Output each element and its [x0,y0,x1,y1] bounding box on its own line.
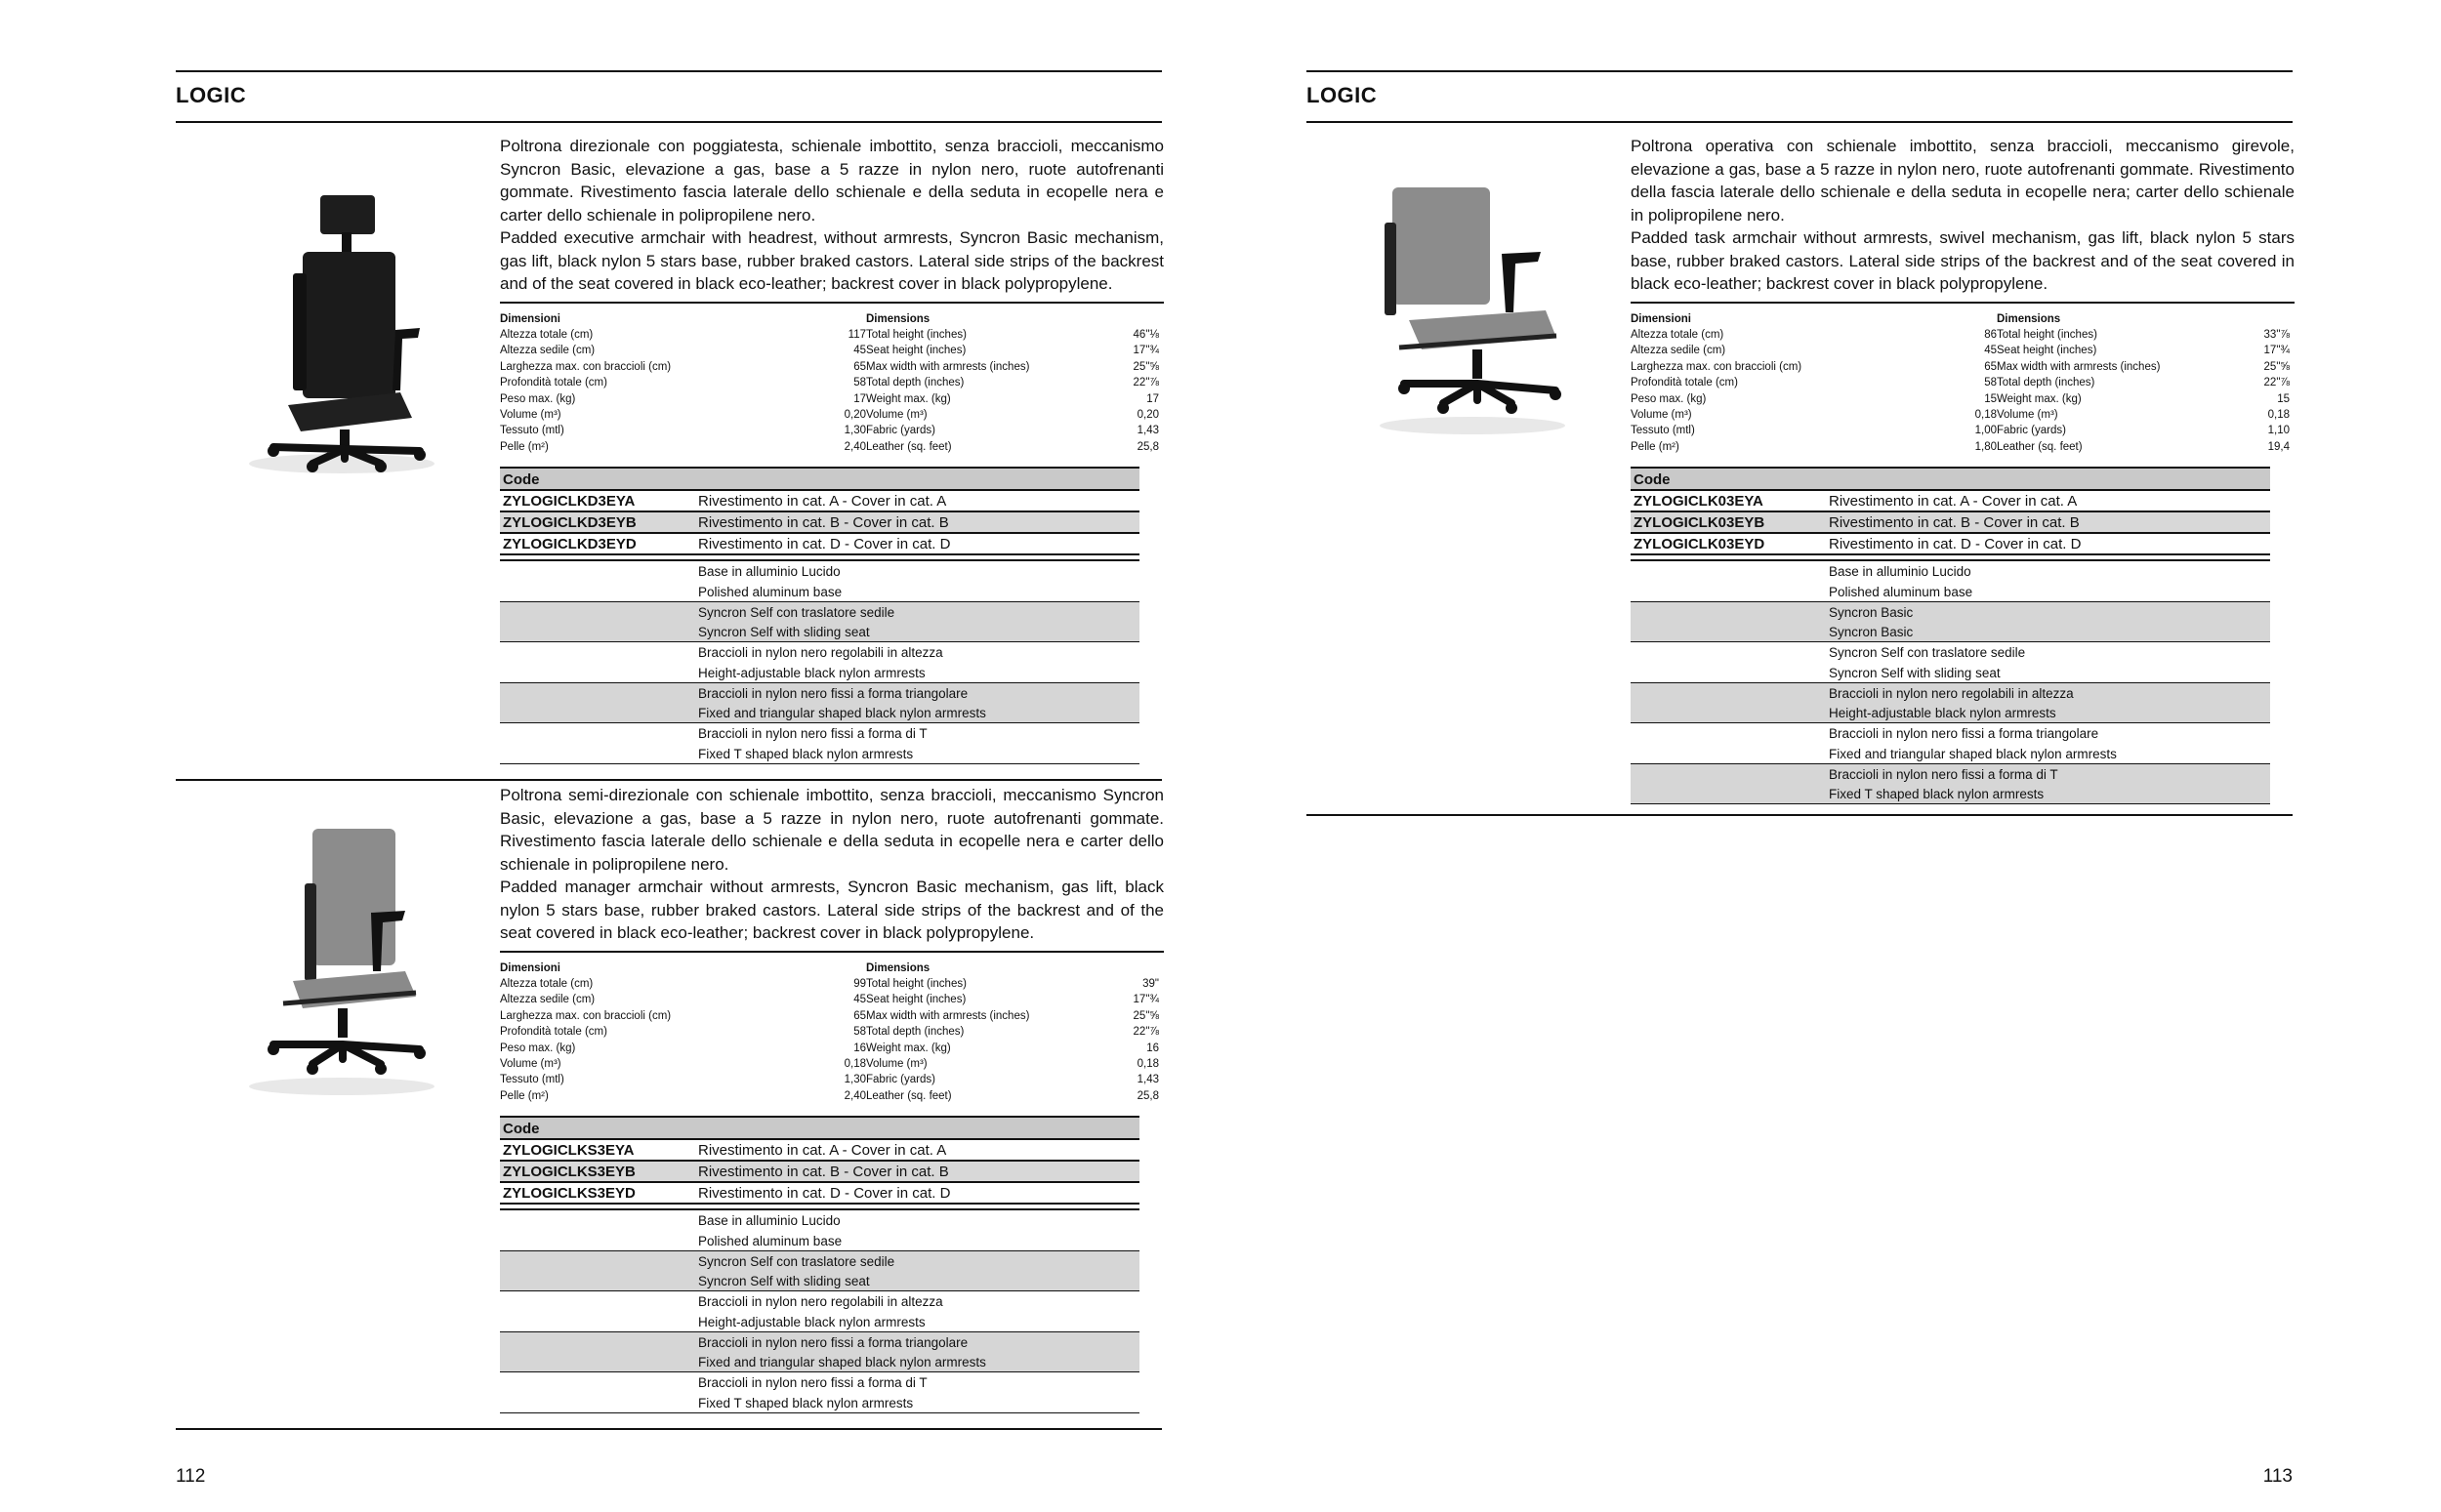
dim-value: 22"⅞ [2263,377,2290,389]
dim-value: 58 [1984,377,1997,389]
code-row [500,1183,1139,1205]
code-id: ZYLOGICLK03EYD [1634,536,1765,553]
top-rule [1306,70,2293,72]
dim-value: 2,40 [844,1089,866,1102]
option-row [500,723,1139,764]
option-row [500,683,1139,724]
option-row [1631,764,2270,805]
page-number: 112 [176,1466,206,1487]
description-italian: Poltrona semi-direzionale con schienale imbottito, senza braccioli, meccanismo Syncron Basic, elevazione a gas, base a 5 razze in nylon nero, ruote autofrenanti gommate. Rivestimento fascia laterale dello schienale e della seduta in ecopelle nera e carter dello schienale in polipropilene nero. [500,786,1164,874]
code-row [500,1162,1139,1183]
dim-value: 17"¾ [1133,994,1159,1006]
dimensions-table [500,302,1164,456]
option-it: Syncron Self con traslatore sedile [698,604,895,620]
dim-label: Altezza totale (cm) [1631,328,1724,341]
option-it: Syncron Self con traslatore sedile [698,1253,895,1269]
dim-label: Pelle (m²) [1631,440,1679,453]
option-it: Braccioli in nylon nero fissi a forma triangolare [698,1334,969,1350]
dim-label: Larghezza max. con braccioli (cm) [1631,360,1802,373]
dim-value: 25"⅝ [2263,360,2290,373]
code-cover: Rivestimento in cat. A - Cover in cat. A [698,493,947,511]
dim-value: 65 [853,360,866,373]
option-en: Height-adjustable black nylon armrests [1829,706,2056,721]
dim-value: 99 [853,977,866,990]
dim-value: 17"¾ [1133,345,1159,357]
dim-label: Weight max. (kg) [866,392,951,405]
dim-value: 25,8 [1137,440,1159,453]
dim-value: 1,80 [1974,440,1997,453]
option-en: Fixed T shaped black nylon armrests [1829,787,2045,802]
dim-label: Seat height (inches) [1997,345,2097,357]
dim-value: 1,43 [1137,425,1159,437]
dim-label: Volume (m³) [866,1057,928,1070]
dim-value: 25,8 [1137,1089,1159,1102]
dim-value: 0,18 [844,1057,866,1070]
chair-task-image [1365,184,1580,437]
dim-value: 22"⅞ [1133,377,1159,389]
dims-head-it: Dimensioni [1631,312,1691,325]
dim-value: 16 [853,1042,866,1054]
option-en: Height-adjustable black nylon armrests [698,1314,926,1329]
option-row [500,1291,1139,1332]
option-it: Braccioli in nylon nero regolabili in altezza [698,1294,943,1310]
dims-head-en: Dimensions [866,961,931,974]
description-italian: Poltrona direzionale con poggiatesta, schienale imbottito, senza braccioli, meccanismo Syncron Basic, elevazione a gas, base a 5 razze in nylon nero, ruote autofrenanti gommate. Rivestimento fascia laterale dello schienale e della seduta in ecopelle nera e carter dello schienale in polipropilene nero. [500,137,1164,225]
dim-label: Leather (sq. feet) [866,1089,952,1102]
dim-value: 16 [1146,1042,1159,1054]
code-row [1631,491,2270,512]
dim-value: 17"¾ [2263,345,2290,357]
code-table [500,467,1139,555]
dim-value: 2,40 [844,440,866,453]
dim-label: Volume (m³) [500,408,561,421]
dim-label: Volume (m³) [1631,408,1692,421]
page-title: LOGIC [176,83,247,107]
dim-value: 0,20 [844,408,866,421]
option-row [500,1372,1139,1413]
option-it: Base in alluminio Lucido [1829,564,1971,580]
option-it: Braccioli in nylon nero fissi a forma triangolare [1829,726,2099,742]
catalog-page-right [1306,0,2293,1512]
option-row [1631,683,2270,724]
dim-value: 65 [1984,360,1997,373]
code-cover: Rivestimento in cat. B - Cover in cat. B [1829,514,2080,532]
code-id: ZYLOGICLKD3EYB [503,514,637,532]
code-row [500,512,1139,534]
dim-label: Total height (inches) [866,328,967,341]
chair-executive-headrest-image [234,166,449,478]
code-header: Code [500,469,1139,491]
dim-label: Fabric (yards) [866,425,935,437]
dim-label: Peso max. (kg) [500,392,576,405]
dim-value: 15 [2277,392,2290,405]
option-it: Braccioli in nylon nero regolabili in altezza [698,645,943,661]
option-it: Base in alluminio Lucido [698,564,841,580]
option-en: Polished aluminum base [698,1233,843,1248]
product-divider [176,779,1162,781]
dim-label: Total depth (inches) [866,377,965,389]
dim-label: Total height (inches) [866,977,967,990]
option-en: Fixed and triangular shaped black nylon armrests [1829,746,2117,761]
dim-label: Seat height (inches) [866,994,967,1006]
description-italian: Poltrona operativa con schienale imbottito, senza braccioli, meccanismo girevole, elevazione a gas, base a 5 razze in nylon nero, ruote autofrenanti gommate. Rivestimento della fascia laterale dello schienale e della seduta in ecopelle nera; carter dello schienale in polipropilene nero. [1631,137,2295,225]
option-row [500,602,1139,643]
code-row [500,491,1139,512]
title-rule [176,121,1162,123]
option-row [1631,642,2270,683]
option-row [1631,561,2270,602]
dim-value: 1,00 [1974,425,1997,437]
code-cover: Rivestimento in cat. D - Cover in cat. D [698,1185,951,1203]
dim-value: 19,4 [2267,440,2290,453]
code-row [500,534,1139,555]
dim-label: Tessuto (mtl) [500,1074,564,1086]
dim-value: 58 [853,377,866,389]
code-id: ZYLOGICLKS3EYA [503,1142,635,1160]
dim-label: Fabric (yards) [1997,425,2066,437]
dim-label: Peso max. (kg) [1631,392,1707,405]
option-en: Syncron Basic [1829,625,1914,640]
dim-label: Max width with armrests (inches) [1997,360,2161,373]
page-title: LOGIC [1306,83,1378,107]
code-table [500,1116,1139,1205]
dim-label: Fabric (yards) [866,1074,935,1086]
dim-label: Weight max. (kg) [866,1042,951,1054]
option-row [1631,723,2270,764]
code-row [500,1140,1139,1162]
dim-value: 15 [1984,392,1997,405]
dim-value: 0,18 [2267,408,2290,421]
description-english: Padded manager armchair without armrests, Syncron Basic mechanism, gas lift, black nylon 5 stars base, rubber braked castors. Lateral side strips of the backrest and of the seat covered in black eco-leather; backrest cover in black polypropylene. [500,878,1164,942]
description-english: Padded task armchair without armrests, swivel mechanism, gas lift, black nylon 5 stars base, rubber braked castors. Lateral side strips of the backrest and of the seat covered in black eco-leather; backrest cover in black polypropylene. [1631,228,2295,293]
code-cover: Rivestimento in cat. A - Cover in cat. A [1829,493,2078,511]
option-row [500,561,1139,602]
option-en: Syncron Self with sliding seat [698,625,870,640]
option-en: Fixed T shaped black nylon armrests [698,746,914,761]
dim-value: 0,18 [1974,408,1997,421]
dimensions-table [500,951,1164,1105]
dim-value: 45 [853,345,866,357]
dim-label: Volume (m³) [1997,408,2058,421]
option-it: Braccioli in nylon nero fissi a forma di T [1829,766,2058,782]
dim-value: 86 [1984,328,1997,341]
option-row [500,1332,1139,1373]
dim-label: Volume (m³) [866,408,928,421]
code-header: Code [1631,469,2270,491]
option-en: Syncron Self with sliding seat [698,1274,870,1289]
dim-value: 0,18 [1137,1057,1159,1070]
dim-label: Leather (sq. feet) [866,440,952,453]
options-table [500,1208,1139,1413]
dim-label: Altezza totale (cm) [500,328,594,341]
dims-head-en: Dimensions [1997,312,2061,325]
code-cover: Rivestimento in cat. B - Cover in cat. B [698,514,949,532]
page-number: 113 [2262,1466,2293,1487]
bottom-rule [176,1428,1162,1430]
dim-value: 45 [853,994,866,1006]
product-info [1631,135,2295,816]
dim-label: Profondità totale (cm) [500,377,607,389]
option-en: Fixed and triangular shaped black nylon armrests [698,706,986,721]
dim-label: Total depth (inches) [866,1026,965,1039]
dim-value: 25"⅝ [1133,1009,1159,1022]
options-table [500,559,1139,764]
catalog-page-left [176,0,1162,1512]
dim-value: 46"⅛ [1133,328,1159,341]
code-cover: Rivestimento in cat. A - Cover in cat. A [698,1142,947,1160]
code-row [1631,512,2270,534]
option-it: Syncron Basic [1829,604,1914,620]
option-en: Polished aluminum base [698,584,843,599]
code-id: ZYLOGICLKS3EYD [503,1185,636,1203]
dim-label: Weight max. (kg) [1997,392,2082,405]
dim-label: Total height (inches) [1997,328,2097,341]
dim-label: Altezza totale (cm) [500,977,594,990]
option-it: Braccioli in nylon nero regolabili in altezza [1829,685,2074,701]
dim-label: Profondità totale (cm) [500,1026,607,1039]
top-rule [176,70,1162,72]
option-en: Polished aluminum base [1829,584,1973,599]
code-cover: Rivestimento in cat. B - Cover in cat. B [698,1164,949,1181]
code-id: ZYLOGICLK03EYB [1634,514,1765,532]
dim-label: Tessuto (mtl) [500,425,564,437]
dim-value: 117 [848,328,866,341]
option-it: Braccioli in nylon nero fissi a forma di T [698,1375,928,1391]
dim-value: 0,20 [1137,408,1159,421]
dim-value: 1,30 [844,425,866,437]
dims-head-en: Dimensions [866,312,931,325]
dim-label: Altezza sedile (cm) [1631,345,1726,357]
dim-label: Altezza sedile (cm) [500,994,596,1006]
product-end-rule [1306,814,2293,816]
dim-value: 65 [853,1009,866,1022]
dim-label: Max width with armrests (inches) [866,360,1030,373]
dim-label: Pelle (m²) [500,440,549,453]
dimensions-table [1631,302,2295,456]
dim-label: Volume (m³) [500,1057,561,1070]
code-id: ZYLOGICLK03EYA [1634,493,1763,511]
code-header: Code [500,1118,1139,1140]
dim-label: Altezza sedile (cm) [500,345,596,357]
dim-value: 45 [1984,345,1997,357]
code-id: ZYLOGICLKS3EYB [503,1164,636,1181]
dim-value: 39" [1142,977,1159,990]
dim-value: 58 [853,1026,866,1039]
code-id: ZYLOGICLKD3EYA [503,493,636,511]
option-row [1631,602,2270,643]
dim-label: Peso max. (kg) [500,1042,576,1054]
dim-value: 22"⅞ [1133,1026,1159,1039]
code-cover: Rivestimento in cat. D - Cover in cat. D [1829,536,2082,553]
dim-label: Profondità totale (cm) [1631,377,1738,389]
options-table [1631,559,2270,804]
description-english: Padded executive armchair with headrest, without armrests, Syncron Basic mechanism, gas lift, black nylon 5 stars base, rubber braked castors. Lateral side strips of the backrest and of the seat covered in black eco-leather; backrest cover in black polypropylene. [500,228,1164,293]
option-it: Syncron Self con traslatore sedile [1829,645,2026,661]
dim-label: Larghezza max. con braccioli (cm) [500,360,672,373]
product-info [500,135,1164,764]
option-it: Base in alluminio Lucido [698,1213,841,1229]
dim-label: Larghezza max. con braccioli (cm) [500,1009,672,1022]
dim-label: Pelle (m²) [500,1089,549,1102]
code-row [1631,534,2270,555]
dim-value: 1,10 [2267,425,2290,437]
option-row [500,642,1139,683]
title-rule [1306,121,2293,123]
product-info [500,784,1164,1413]
option-en: Fixed T shaped black nylon armrests [698,1395,914,1410]
option-en: Syncron Self with sliding seat [1829,665,2001,680]
dim-value: 1,43 [1137,1074,1159,1086]
dim-label: Leather (sq. feet) [1997,440,2083,453]
dim-label: Total depth (inches) [1997,377,2095,389]
code-cover: Rivestimento in cat. D - Cover in cat. D [698,536,951,553]
dim-label: Tessuto (mtl) [1631,425,1695,437]
dims-head-it: Dimensioni [500,312,560,325]
dim-label: Max width with armrests (inches) [866,1009,1030,1022]
dim-value: 25"⅝ [1133,360,1159,373]
dim-value: 1,30 [844,1074,866,1086]
option-it: Braccioli in nylon nero fissi a forma di T [698,726,928,742]
option-en: Fixed and triangular shaped black nylon armrests [698,1355,986,1370]
dims-head-it: Dimensioni [500,961,560,974]
dim-value: 17 [853,392,866,405]
option-row [500,1251,1139,1292]
dim-value: 17 [1146,392,1159,405]
dim-value: 33"⅞ [2263,328,2290,341]
code-table [1631,467,2270,555]
option-it: Braccioli in nylon nero fissi a forma triangolare [698,685,969,701]
option-row [500,1210,1139,1251]
chair-semi-executive-image [234,825,449,1098]
code-id: ZYLOGICLKD3EYD [503,536,637,553]
option-en: Height-adjustable black nylon armrests [698,665,926,680]
dim-label: Seat height (inches) [866,345,967,357]
